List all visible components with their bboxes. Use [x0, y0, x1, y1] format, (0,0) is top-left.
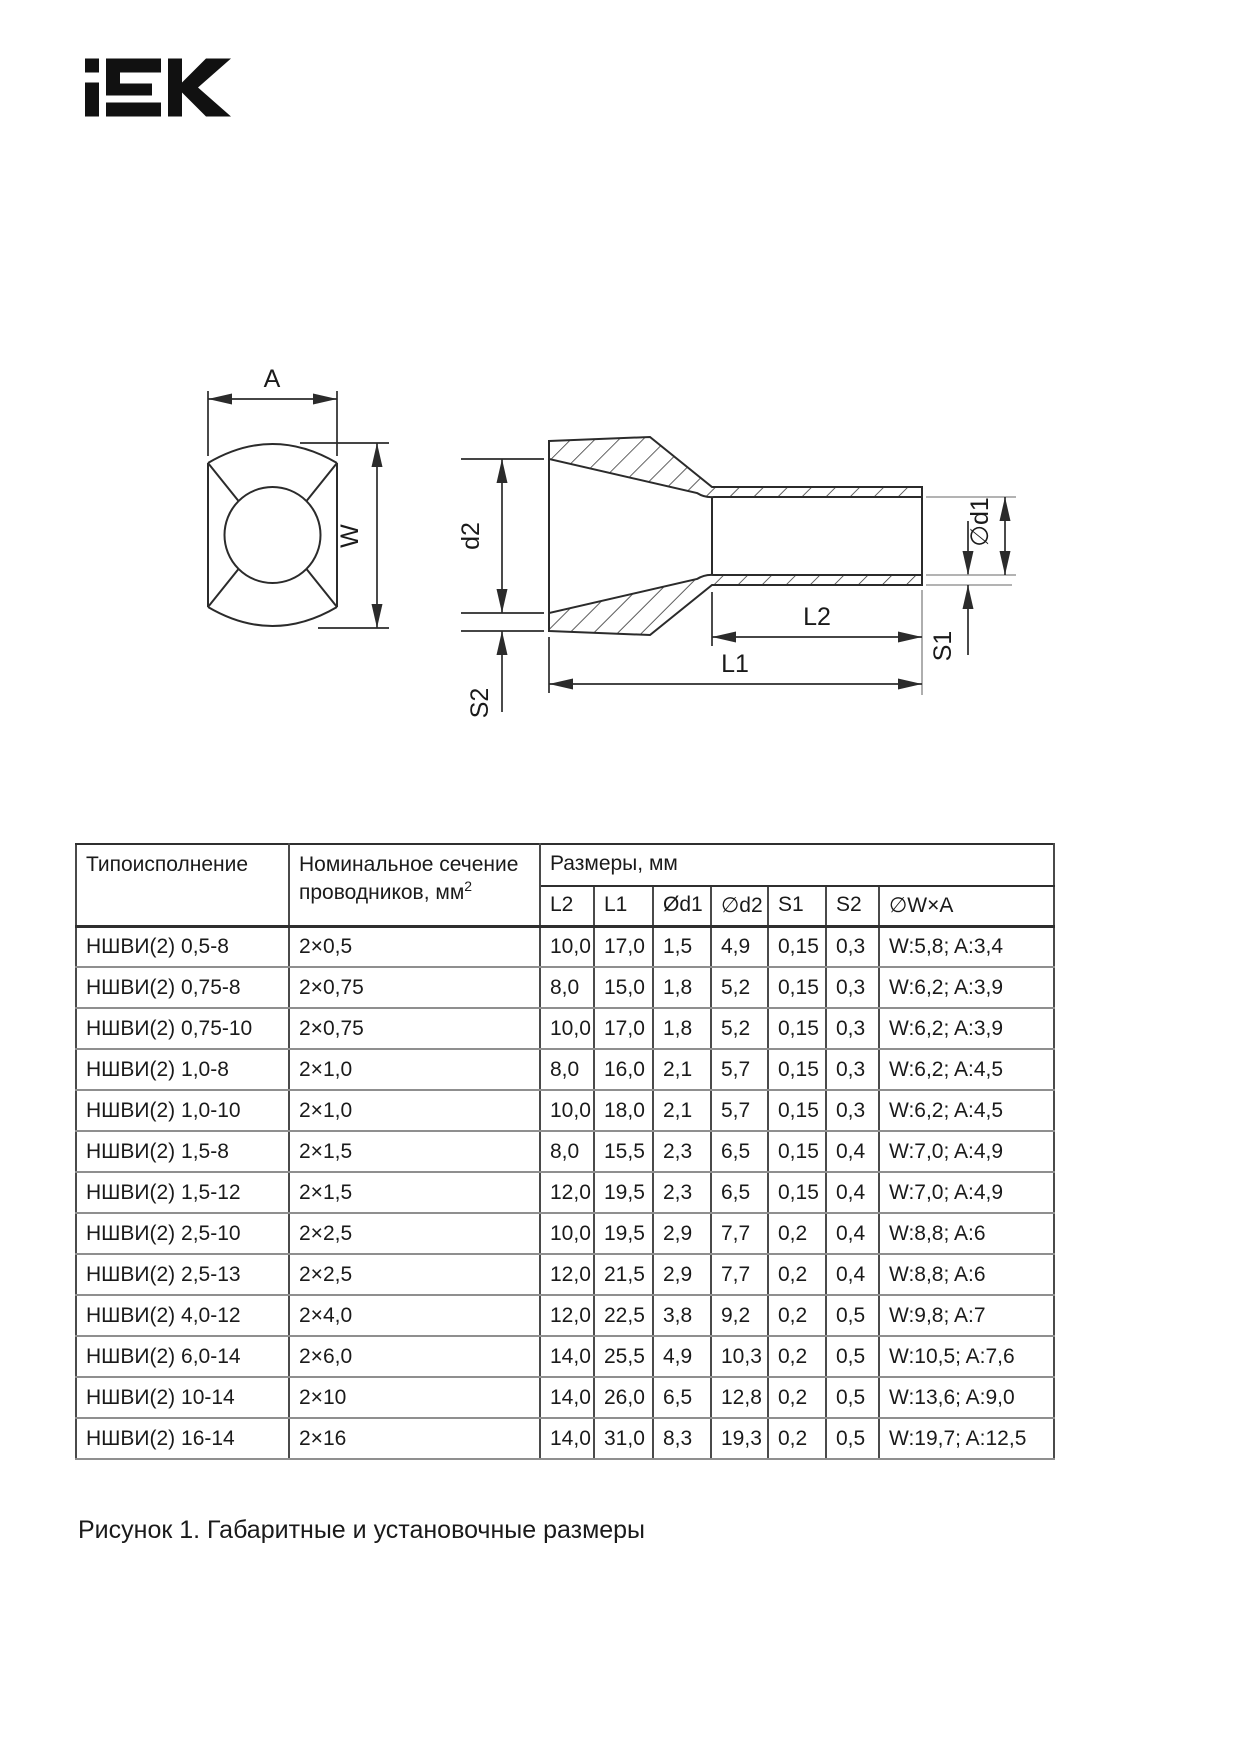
table-header-row-1 [76, 844, 1054, 886]
col-header-d1: Ød1 [653, 886, 711, 926]
cell-s2: 0,5 [826, 1418, 879, 1459]
table-row [76, 967, 1054, 1008]
cell-d1: 6,5 [653, 1377, 711, 1418]
cell-l2: 12,0 [540, 1172, 594, 1213]
cell-d2: 19,3 [711, 1418, 768, 1459]
table-row [76, 926, 1054, 967]
table-row [76, 1213, 1054, 1254]
cell-s1: 0,2 [768, 1377, 826, 1418]
cell-type: НШВИ(2) 4,0-12 [76, 1295, 289, 1336]
dim-label-s1: S1 [929, 630, 957, 662]
cell-wxa: W:10,5; A:7,6 [879, 1336, 1054, 1377]
cell-s2: 0,3 [826, 1090, 879, 1131]
cell-d2: 6,5 [711, 1131, 768, 1172]
cell-l2: 14,0 [540, 1336, 594, 1377]
cell-d1: 3,8 [653, 1295, 711, 1336]
cell-l2: 8,0 [540, 1049, 594, 1090]
dim-label-s2: S2 [466, 687, 494, 719]
cell-type: НШВИ(2) 10-14 [76, 1377, 289, 1418]
cell-type: НШВИ(2) 1,0-8 [76, 1049, 289, 1090]
dimension-drawing [140, 330, 1040, 730]
cell-s2: 0,4 [826, 1172, 879, 1213]
cell-type: НШВИ(2) 1,0-10 [76, 1090, 289, 1131]
dim-label-d1: ∅d1 [966, 497, 994, 547]
col-header-d2: ∅d2 [711, 886, 768, 926]
col-header-l1: L1 [594, 886, 653, 926]
cell-type: НШВИ(2) 2,5-13 [76, 1254, 289, 1295]
cell-d1: 2,9 [653, 1213, 711, 1254]
cell-l2: 8,0 [540, 1131, 594, 1172]
superscript-2: 2 [464, 878, 473, 895]
cell-type: НШВИ(2) 16-14 [76, 1418, 289, 1459]
cell-wxa: W:6,2; A:3,9 [879, 967, 1054, 1008]
cell-d2: 7,7 [711, 1213, 768, 1254]
cell-section: 2×0,75 [289, 1008, 540, 1049]
cell-d1: 2,1 [653, 1049, 711, 1090]
cell-d2: 9,2 [711, 1295, 768, 1336]
cell-l2: 10,0 [540, 1008, 594, 1049]
cell-s2: 0,5 [826, 1295, 879, 1336]
cell-section: 2×1,0 [289, 1049, 540, 1090]
cell-s1: 0,15 [768, 967, 826, 1008]
cell-d1: 2,3 [653, 1131, 711, 1172]
cell-l2: 14,0 [540, 1377, 594, 1418]
cell-l2: 12,0 [540, 1254, 594, 1295]
col-header-wxa: ∅W×A [879, 886, 1054, 926]
cell-d2: 7,7 [711, 1254, 768, 1295]
dimension-S2 [461, 631, 544, 718]
dimensions-table [75, 843, 1055, 1460]
table-row [76, 1295, 1054, 1336]
table-row [76, 1090, 1054, 1131]
cell-l2: 12,0 [540, 1295, 594, 1336]
cell-d1: 2,3 [653, 1172, 711, 1213]
cell-d2: 5,7 [711, 1090, 768, 1131]
dimension-d1 [926, 497, 1016, 575]
table-row [76, 1377, 1054, 1418]
cell-wxa: W:8,8; A:6 [879, 1213, 1054, 1254]
dim-label-a: A [263, 365, 281, 393]
cell-l1: 18,0 [594, 1090, 653, 1131]
cell-s1: 0,2 [768, 1418, 826, 1459]
table-row [76, 1131, 1054, 1172]
cell-s2: 0,3 [826, 1049, 879, 1090]
cell-type: НШВИ(2) 0,75-8 [76, 967, 289, 1008]
cell-s1: 0,2 [768, 1213, 826, 1254]
dim-label-l1: L1 [721, 650, 749, 678]
table-row [76, 1049, 1054, 1090]
table-row [76, 1008, 1054, 1049]
cell-wxa: W:9,8; A:7 [879, 1295, 1054, 1336]
cell-l1: 31,0 [594, 1418, 653, 1459]
cell-type: НШВИ(2) 0,5-8 [76, 926, 289, 967]
cell-wxa: W:8,8; A:6 [879, 1254, 1054, 1295]
cell-l1: 17,0 [594, 1008, 653, 1049]
cell-wxa: W:19,7; A:12,5 [879, 1418, 1054, 1459]
cell-s1: 0,2 [768, 1254, 826, 1295]
end-view [208, 365, 389, 628]
cell-s1: 0,15 [768, 926, 826, 967]
cell-s2: 0,4 [826, 1254, 879, 1295]
cell-d1: 4,9 [653, 1336, 711, 1377]
dimension-L1 [549, 637, 922, 693]
table-row [76, 1254, 1054, 1295]
figure-caption: Рисунок 1. Габаритные и установочные размеры [78, 1516, 646, 1544]
cell-wxa: W:13,6; A:9,0 [879, 1377, 1054, 1418]
cell-l1: 15,0 [594, 967, 653, 1008]
cell-d1: 2,1 [653, 1090, 711, 1131]
cell-l1: 15,5 [594, 1131, 653, 1172]
cell-d2: 12,8 [711, 1377, 768, 1418]
cell-d1: 1,5 [653, 926, 711, 967]
cell-section: 2×6,0 [289, 1336, 540, 1377]
cell-d2: 5,7 [711, 1049, 768, 1090]
cell-l1: 22,5 [594, 1295, 653, 1336]
col-header-l2: L2 [540, 886, 594, 926]
cell-s2: 0,4 [826, 1131, 879, 1172]
cell-l2: 10,0 [540, 1213, 594, 1254]
table-row [76, 1336, 1054, 1377]
cell-l1: 21,5 [594, 1254, 653, 1295]
cell-l1: 19,5 [594, 1172, 653, 1213]
col-header-dimensions-group: Размеры, мм [540, 844, 1054, 886]
dimension-L2 [712, 590, 922, 695]
cell-section: 2×0,75 [289, 967, 540, 1008]
cell-l2: 8,0 [540, 967, 594, 1008]
dim-label-w: W [336, 524, 364, 548]
col-header-s1: S1 [768, 886, 826, 926]
cell-section: 2×2,5 [289, 1254, 540, 1295]
cell-s1: 0,2 [768, 1295, 826, 1336]
cell-s1: 0,15 [768, 1090, 826, 1131]
cell-d1: 1,8 [653, 1008, 711, 1049]
cell-s1: 0,2 [768, 1336, 826, 1377]
cell-section: 2×4,0 [289, 1295, 540, 1336]
cell-section: 2×0,5 [289, 926, 540, 967]
cell-section: 2×16 [289, 1418, 540, 1459]
cell-d1: 8,3 [653, 1418, 711, 1459]
cell-l1: 26,0 [594, 1377, 653, 1418]
cell-d1: 1,8 [653, 967, 711, 1008]
cell-d2: 4,9 [711, 926, 768, 967]
col-header-section: Номинальное сечение проводников, $мм^2$ [289, 844, 540, 926]
cell-l1: 16,0 [594, 1049, 653, 1090]
iek-logo [85, 57, 231, 117]
cell-s2: 0,5 [826, 1336, 879, 1377]
cell-s2: 0,3 [826, 926, 879, 967]
cell-wxa: W:6,2; A:3,9 [879, 1008, 1054, 1049]
cell-s1: 0,15 [768, 1172, 826, 1213]
cell-l2: 10,0 [540, 1090, 594, 1131]
cell-s1: 0,15 [768, 1131, 826, 1172]
cell-wxa: W:6,2; A:4,5 [879, 1049, 1054, 1090]
cell-l1: 17,0 [594, 926, 653, 967]
cell-d2: 10,3 [711, 1336, 768, 1377]
cell-d2: 6,5 [711, 1172, 768, 1213]
cell-section: 2×1,5 [289, 1131, 540, 1172]
cell-s1: 0,15 [768, 1008, 826, 1049]
cell-section: 2×1,5 [289, 1172, 540, 1213]
cell-wxa: W:6,2; A:4,5 [879, 1090, 1054, 1131]
cell-d1: 2,9 [653, 1254, 711, 1295]
cell-l2: 10,0 [540, 926, 594, 967]
table-row [76, 1418, 1054, 1459]
cell-s2: 0,4 [826, 1213, 879, 1254]
cell-section: 2×1,0 [289, 1090, 540, 1131]
cell-section: 2×2,5 [289, 1213, 540, 1254]
cell-s2: 0,3 [826, 967, 879, 1008]
cell-type: НШВИ(2) 1,5-12 [76, 1172, 289, 1213]
cell-l2: 14,0 [540, 1418, 594, 1459]
cell-s1: 0,15 [768, 1049, 826, 1090]
cell-type: НШВИ(2) 2,5-10 [76, 1213, 289, 1254]
dimension-d2 [457, 459, 544, 613]
dimension-W [300, 443, 389, 628]
cell-type: НШВИ(2) 1,5-8 [76, 1131, 289, 1172]
cell-wxa: W:7,0; A:4,9 [879, 1131, 1054, 1172]
cell-section: 2×10 [289, 1377, 540, 1418]
dim-label-l2: L2 [803, 603, 831, 631]
cell-wxa: W:5,8; A:3,4 [879, 926, 1054, 967]
cell-s2: 0,5 [826, 1377, 879, 1418]
cell-wxa: W:7,0; A:4,9 [879, 1172, 1054, 1213]
cell-l1: 19,5 [594, 1213, 653, 1254]
cell-type: НШВИ(2) 6,0-14 [76, 1336, 289, 1377]
cell-d2: 5,2 [711, 967, 768, 1008]
cell-l1: 25,5 [594, 1336, 653, 1377]
col-header-s2: S2 [826, 886, 879, 926]
cell-d2: 5,2 [711, 1008, 768, 1049]
cell-type: НШВИ(2) 0,75-10 [76, 1008, 289, 1049]
cell-s2: 0,3 [826, 1008, 879, 1049]
dim-label-d2: d2 [457, 522, 485, 550]
side-view [457, 437, 1016, 718]
col-header-type: Типоисполнение [76, 844, 289, 926]
table-row [76, 1172, 1054, 1213]
